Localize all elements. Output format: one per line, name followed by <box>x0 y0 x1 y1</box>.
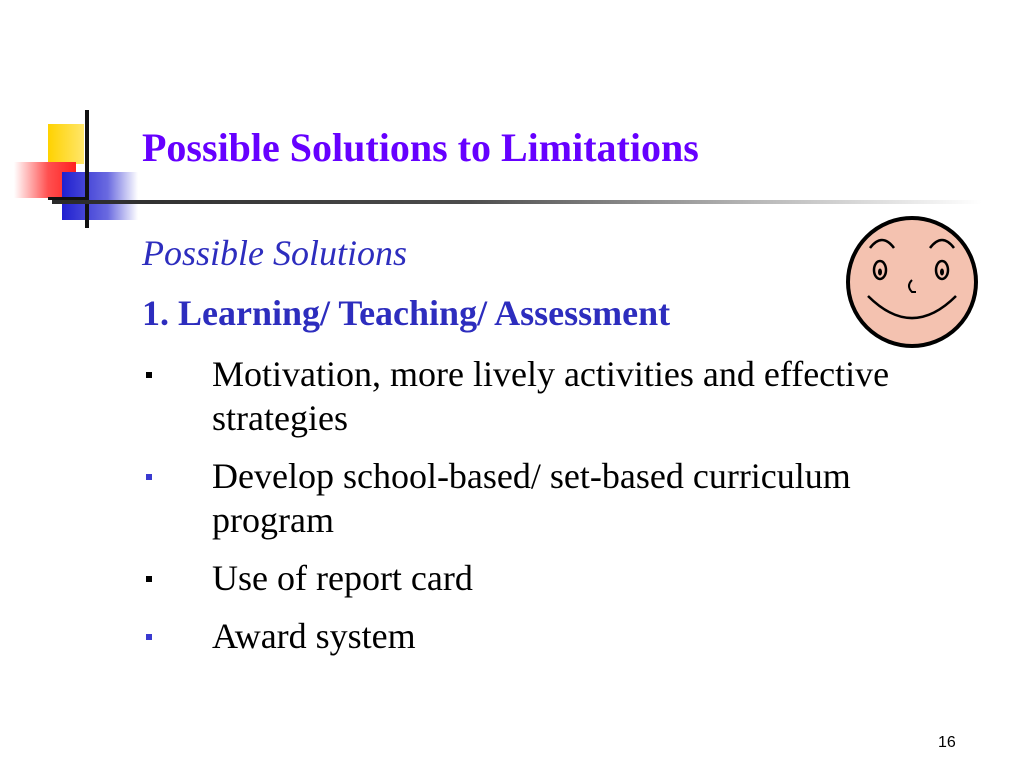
bullet-item <box>142 352 942 440</box>
square-bullet-icon <box>146 634 152 640</box>
square-bullet-icon <box>146 372 152 378</box>
bullet-text: Use of report card <box>212 558 473 598</box>
square-bullet-icon <box>146 576 152 582</box>
smiley-face-icon <box>842 212 982 352</box>
page-number: 16 <box>938 734 956 751</box>
title-divider <box>52 200 982 204</box>
bullet-item <box>142 556 942 600</box>
bullet-text: Award system <box>212 616 416 656</box>
bullet-list <box>142 352 942 672</box>
bullet-text: Motivation, more lively activities and effective strategies <box>212 354 890 438</box>
bullet-item <box>142 614 942 658</box>
square-bullet-icon <box>146 474 152 480</box>
bullet-item <box>142 454 942 542</box>
colored-squares-icon <box>0 0 150 240</box>
slide-title: Possible Solutions to Limitations <box>142 125 699 170</box>
subheading: Possible Solutions <box>142 233 408 273</box>
section-heading: 1. Learning/ Teaching/ Assessment <box>142 293 671 333</box>
bullet-text: Develop school-based/ set-based curriculum program <box>212 456 851 540</box>
